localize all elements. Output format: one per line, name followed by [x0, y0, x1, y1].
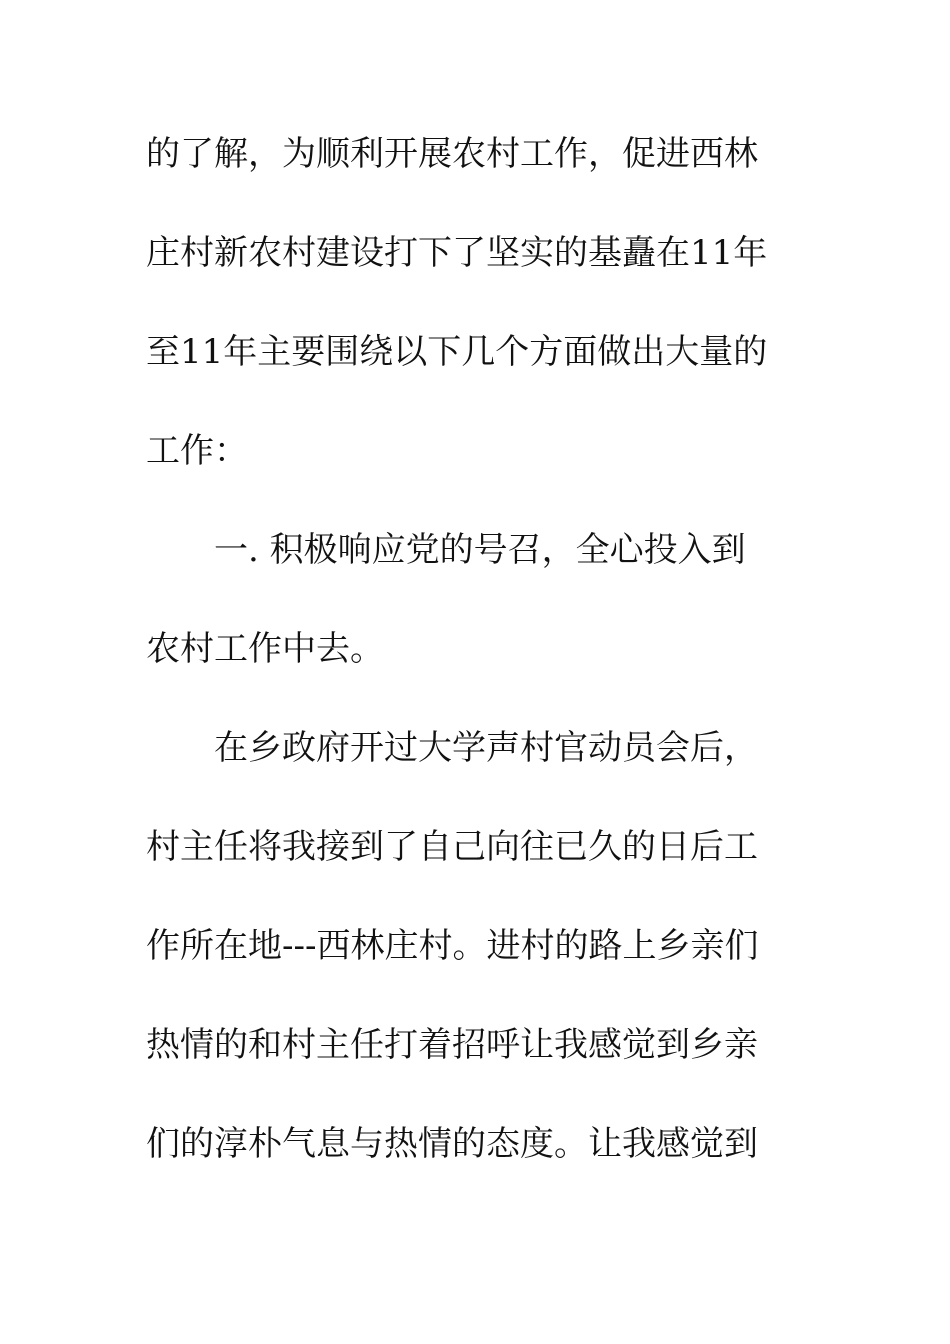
text-line: 们的淳朴气息与热情的态度。让我感觉到 [146, 1124, 758, 1164]
text-line: 村主任将我接到了自己向往已久的日后工 [146, 827, 758, 867]
text-line: 热情的和村主任打着招呼让我感觉到乡亲 [146, 1025, 758, 1065]
text-line: 作所在地---西林庄村。进村的路上乡亲们 [146, 926, 759, 966]
body-text [146, 128, 806, 1217]
text-line: 至11年主要围绕以下几个方面做出大量的 [146, 332, 768, 372]
text-line: 农村工作中去。 [146, 629, 384, 669]
text-line: 的了解，为顺利开展农村工作，促进西林 [146, 134, 758, 174]
text-line: 庄村新农村建设打下了坚实的基矗在11年 [146, 233, 768, 273]
text-line: 工作： [146, 431, 248, 471]
paragraph-start: 在乡政府开过大学声村官动员会后， [214, 728, 758, 768]
section-heading: 一. 积极响应党的号召，全心投入到 [214, 530, 746, 570]
